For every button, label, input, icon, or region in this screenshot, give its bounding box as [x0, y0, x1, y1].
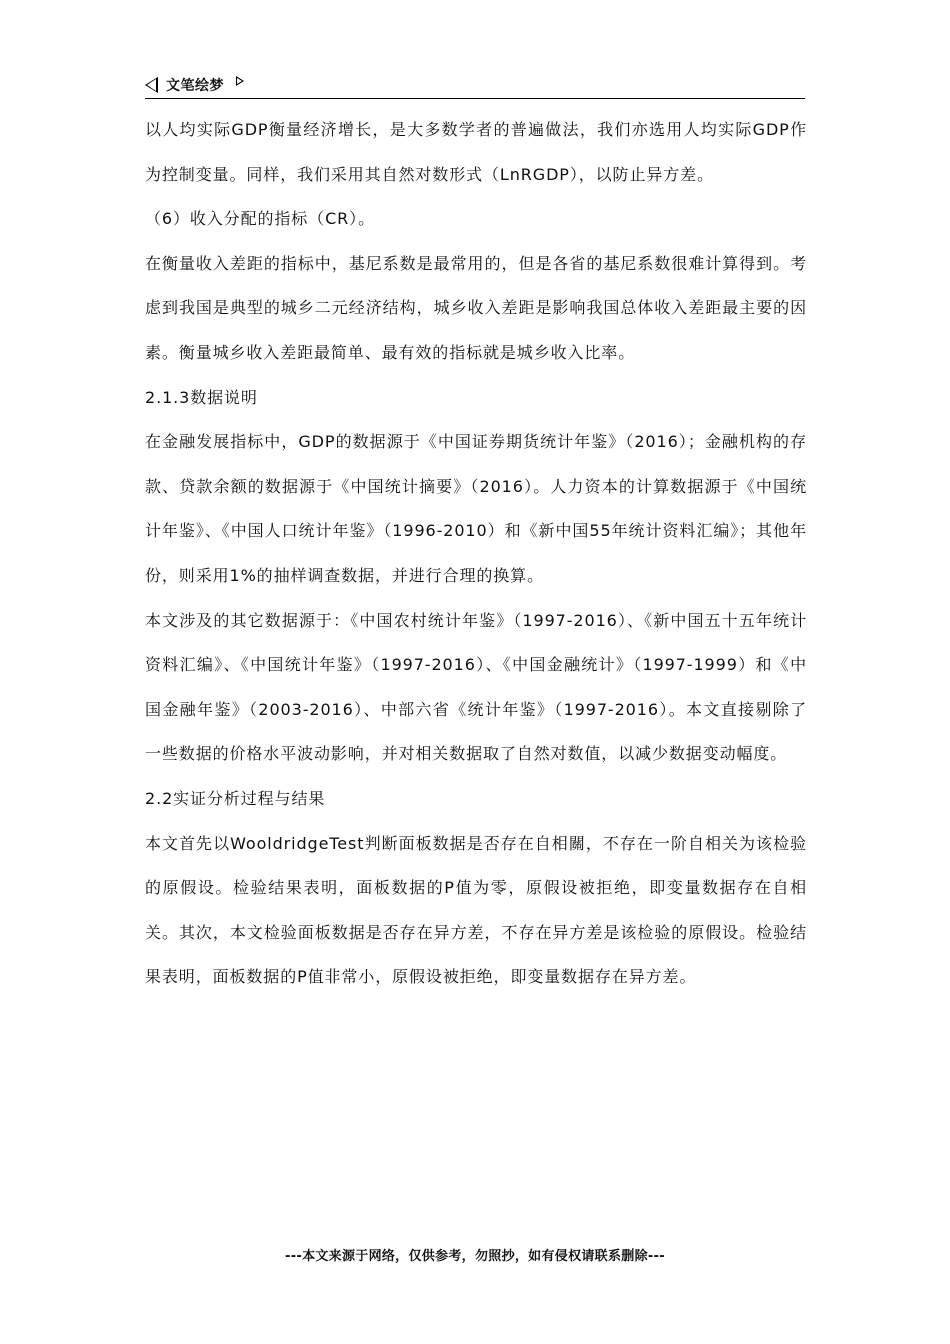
paragraph-tests: 本文首先以WooldridgeTest判断面板数据是否存在自相關，不存在一阶自相关为该检验的原假设。检验结果表明，面板数据的P值为零，原假设被拒绝，即变量数据存在自相关。其次，本文检验面板数据是否存在异方差，不存在异方差是该检验的原假设。检验结果表明，面板数据的P值非常小，原假设被拒绝，即变量数据存在异方差。	[145, 833, 807, 987]
page-header	[145, 72, 805, 99]
paragraph-gdp-control: 以人均实际GDP衡量经济增长，是大多数学者的普遍做法，我们亦选用人均实际GDP作为控制变量。同样，我们采用其自然对数形式（LnRGDP），以防止异方差。	[145, 120, 807, 184]
paragraph-cr-heading: （6）收入分配的指标（CR）。	[145, 209, 375, 229]
section-heading-empirical: 2.2实证分析过程与结果	[145, 788, 326, 808]
triangle-left-icon	[145, 77, 158, 93]
section-heading-data-description: 2.1.3数据说明	[145, 387, 258, 407]
footer-disclaimer: ---本文来源于网络，仅供参考，勿照抄，如有侵权请联系删除---	[285, 1249, 665, 1264]
header-title: 文笔绘梦	[166, 78, 224, 94]
document-body	[145, 108, 807, 1000]
paragraph-income-gap: 在衡量收入差距的指标中，基尼系数是最常用的，但是各省的基尼系数很难计算得到。考虑到我国是典型的城乡二元经济结构，城乡收入差距是影响我国总体收入差距最主要的因素。衡量城乡收入差距最简单、最有效的指标就是城乡收入比率。	[145, 253, 807, 362]
triangle-right-icon	[236, 76, 244, 86]
paragraph-data-sources: 在金融发展指标中，GDP的数据源于《中国证券期货统计年鉴》（2016）；金融机构的存款、贷款余额的数据源于《中国统计摘要》（2016）。人力资本的计算数据源于《中国统计年鉴》、《中国人口统计年鉴》（1996-2010）和《新中国55年统计资料汇编》；其他年份，则采用1%的抽样调查数据，并进行合理的换算。	[145, 432, 807, 585]
paragraph-other-sources: 本文涉及的其它数据源于：《中国农村统计年鉴》（1997-2016）、《新中国五十五年统计资料汇编》、《中国统计年鉴》（1997-2016）、《中国金融统计》（1997-1999）和《中国金融年鉴》（2003-2016）、中部六省《统计年鉴》（1997-2016）。本文直接剔除了一些数据的价格水平波动影响，并对相关数据取了自然对数值，以减少数据变动幅度。	[145, 610, 807, 764]
